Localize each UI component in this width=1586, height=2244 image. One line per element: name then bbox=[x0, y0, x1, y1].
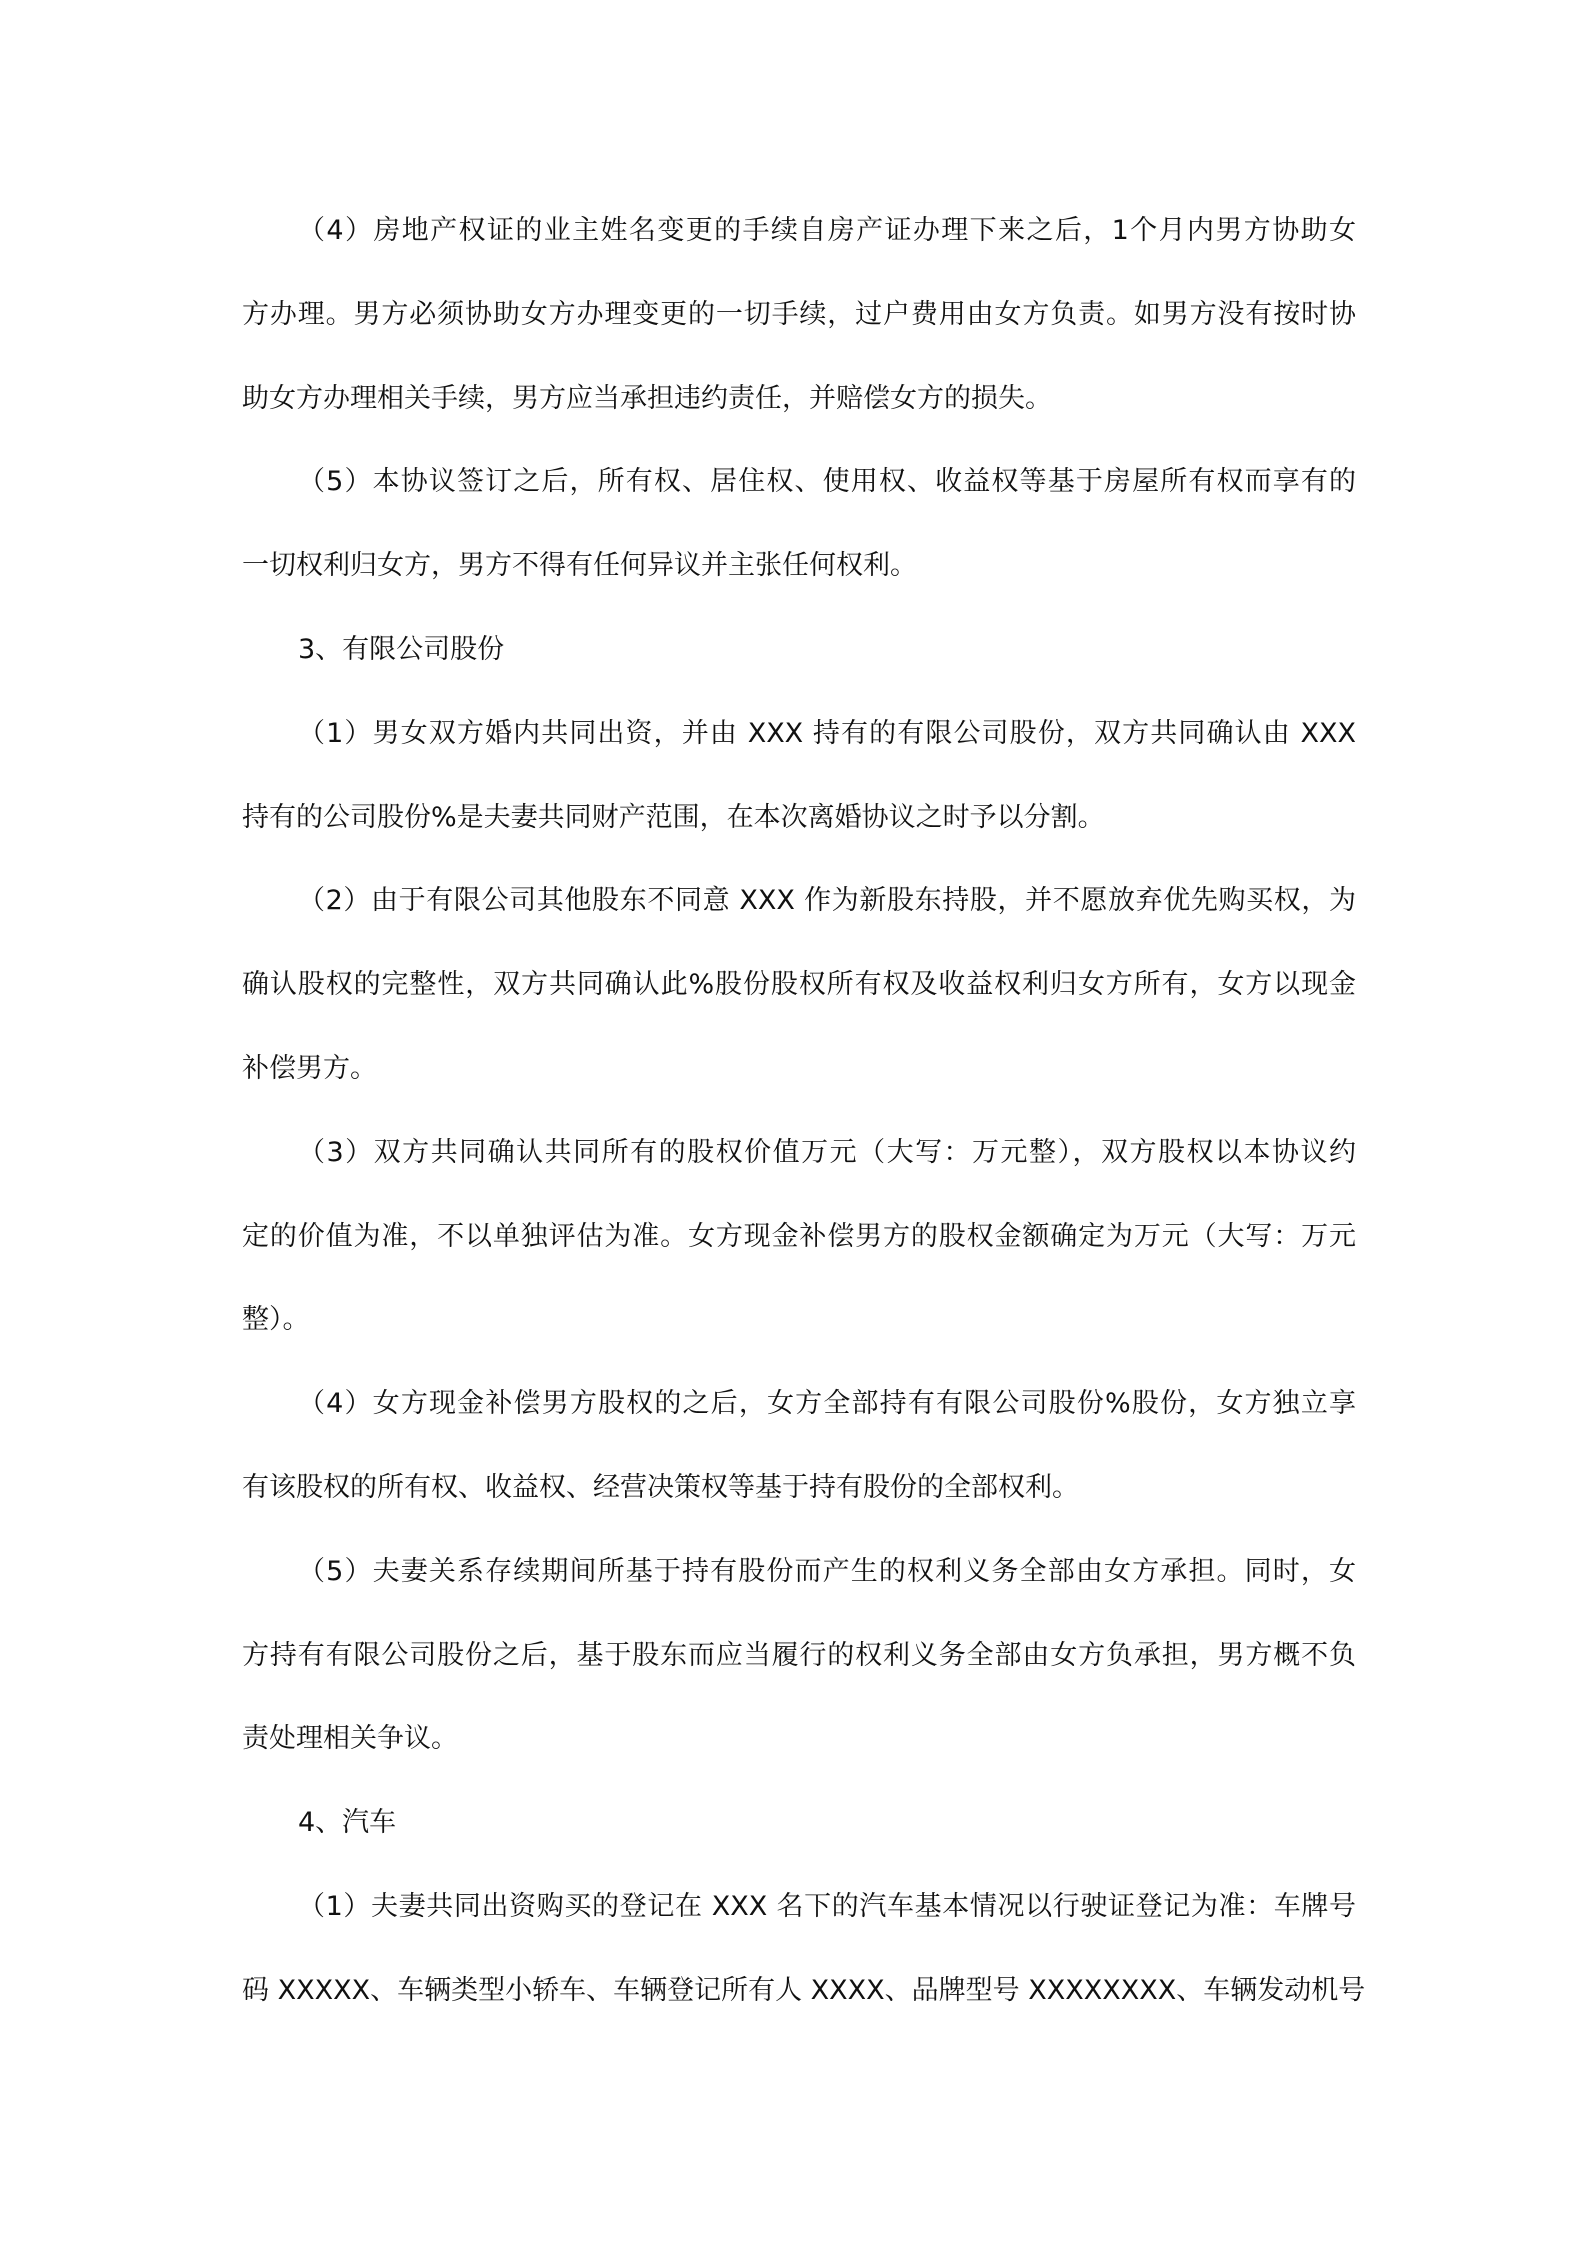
text-line: （2）由于有限公司其他股东不同意 XXX 作为新股东持股，并不愿放弃优先购买权，为 bbox=[298, 885, 1356, 917]
text-line: （4）房地产权证的业主姓名变更的手续自房产证办理下来之后，1个月内男方协助女 bbox=[298, 215, 1356, 246]
text-line: 助女方办理相关手续，男方应当承担违约责任，并赔偿女方的损失。 bbox=[242, 382, 1052, 414]
paragraph bbox=[242, 1530, 1356, 1781]
text-line: （1）男女双方婚内共同出资，并由 XXX 持有的有限公司股份，双方共同确认由 XXX bbox=[298, 717, 1356, 749]
text-line: （5）本协议签订之后，所有权、居住权、使用权、收益权等基于房屋所有权而享有的 bbox=[298, 466, 1356, 498]
text-line: （4）女方现金补偿男方股权的之后，女方全部持有有限公司股份%股份，女方独立享 bbox=[298, 1388, 1356, 1420]
text-line: 一切权利归女方，男方不得有任何异议并主张任何权利。 bbox=[242, 550, 917, 582]
paragraph bbox=[242, 440, 1356, 608]
text-line: （5）夫妻关系存续期间所基于持有股份而产生的权利义务全部由女方承担。同时，女 bbox=[298, 1555, 1356, 1587]
text-line: 责处理相关争议。 bbox=[242, 1723, 458, 1755]
text-line: 确认股权的完整性，双方共同确认此%股份股权所有权及收益权利归女方所有，女方以现金 bbox=[242, 969, 1356, 1001]
section-heading bbox=[242, 608, 1356, 692]
text-line: （1）夫妻共同出资购买的登记在 XXX 名下的汽车基本情况以行驶证登记为准：车牌号 bbox=[298, 1890, 1356, 1922]
paragraph bbox=[242, 692, 1356, 860]
text-line: （3）双方共同确认共同所有的股权价值万元（大写：万元整），双方股权以本协议约 bbox=[298, 1136, 1356, 1168]
section-heading bbox=[242, 1781, 1356, 1865]
paragraph bbox=[242, 1111, 1356, 1362]
paragraph bbox=[242, 859, 1356, 1110]
text-line: 定的价值为准，不以单独评估为准。女方现金补偿男方的股权金额确定为万元（大写：万元 bbox=[242, 1220, 1356, 1252]
text-line: 补偿男方。 bbox=[242, 1052, 377, 1084]
text-line: 3、有限公司股份 bbox=[298, 633, 505, 665]
text-line: 方持有有限公司股份之后，基于股东而应当履行的权利义务全部由女方负承担，男方概不负 bbox=[242, 1639, 1356, 1671]
document-body bbox=[242, 189, 1366, 2033]
text-line: 方办理。男方必须协助女方办理变更的一切手续，过户费用由女方负责。如男方没有按时协 bbox=[242, 298, 1356, 330]
paragraph bbox=[242, 189, 1356, 440]
text-line: 4、汽车 bbox=[298, 1807, 397, 1839]
text-line: 持有的公司股份%是夫妻共同财产范围，在本次离婚协议之时予以分割。 bbox=[242, 801, 1105, 833]
paragraph bbox=[242, 1362, 1356, 1530]
paragraph bbox=[242, 1865, 1366, 2033]
text-line: 整）。 bbox=[242, 1304, 310, 1336]
text-line: 码 XXXXX、车辆类型小轿车、车辆登记所有人 XXXX、品牌型号 XXXXXXXX、车辆发动机号 bbox=[242, 1974, 1366, 2006]
text-line: 有该股权的所有权、收益权、经营决策权等基于持有股份的全部权利。 bbox=[242, 1471, 1079, 1503]
